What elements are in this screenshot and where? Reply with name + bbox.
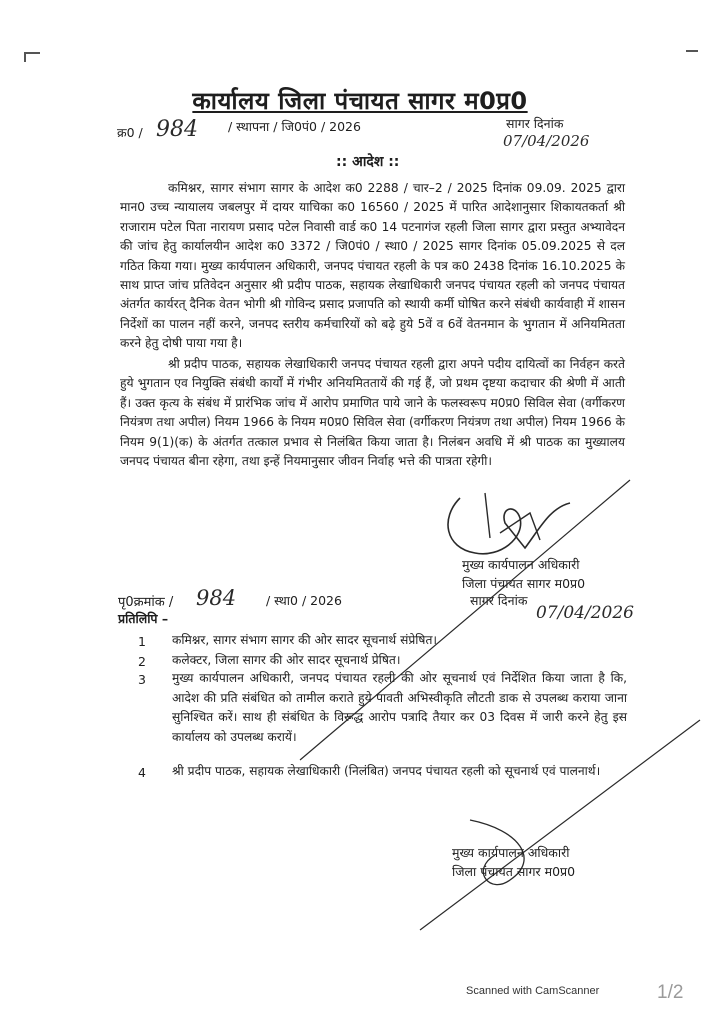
copy-item-1-text: कमिश्नर, सागर संभाग सागर की ओर सादर सूचनार्थ संप्रेषित। xyxy=(172,633,438,647)
ref-suffix: / स्थापना / जि0पं0 / 2026 xyxy=(228,119,361,134)
place-date-label: सागर दिनांक xyxy=(506,116,564,131)
signature-2-line-2: जिला पंचायत सागर म0प्र0 xyxy=(452,864,576,879)
ref-number: 984 xyxy=(156,117,198,142)
signature-1-line-2: जिला पंचायत सागर म0प्र0 xyxy=(462,576,586,591)
page-indicator: 1/2 xyxy=(657,982,684,1003)
office-title: कार्यालय जिला पंचायत सागर म0प्र0 xyxy=(192,87,528,115)
order-paragraph-1: कमिश्नर, सागर संभाग सागर के आदेश क0 2288 / चार–2 / 2025 दिनांक 09.09. 2025 द्वारा मान0 उच्च न्यायालय जबलपुर में दायर याचिका क0 16560 / 2025 में पारित आदेशानुसार शिकायतकर्ता श्री राजाराम पटेल पिता नारायण प्रसाद पटेल निवासी वार्ड क0 14 पटनागंज रहली जिला सागर द्वारा प्रस्तुत अभ्यावेदन की जांच हेतु कार्यालयीन आदेश क0 3372 / जि0पं0 / स्था0 / 2025 सागर दिनांक 05.09.2025 से दल गठित किया गया। मुख्य कार्यपालन अधिकारी, जनपद पंचायत रहली के पत्र क0 2438 दिनांक 16.10.2025 के साथ प्राप्त जांच प्रतिवेदन अनुसार श्री प्रदीप पाठक, सहायक लेखाधिकारी जनपद पंचायत रहली को जनपद पंचायत अंतर्गत कार्यरत् दैनिक वेतन भोगी श्री गोविन्द प्रसाद प्रजापति को स्थायी कर्मी घोषित करने संबंधी कार्यवाही में शासन निर्देशों का पालन नहीं करने, जनपद स्तरीय कर्मचारियों को बढ़े हुये 5वें व 6वें वेतनमान के भुगतान में अनियमितता करने हेतु दोषी पाया गया है। xyxy=(120,181,625,351)
copy-label: प्रतिलिपि – xyxy=(118,611,169,626)
endorsement-place-date-label: सागर दिनांक xyxy=(470,593,528,608)
scan-corner-mark-right xyxy=(686,50,698,52)
endorsement-prefix: पृ0क्रमांक / xyxy=(118,595,174,610)
order-paragraph-2: श्री प्रदीप पाठक, सहायक लेखाधिकारी जनपद पंचायत रहली द्वारा अपने पदीय दायित्वों का निर्वहन करते हुये भुगतान एव नियुक्ति संबंधी कार्यों में गंभीर अनियमिततायें की गई हैं, जो प्रथम दृष्टया कदाचार की श्रेणी में आती हैं। उक्त कृत्य के संबंध में प्रारंभिक जांच में आरोप प्रमाणित पाये जाने के फलस्वरूप म0प्र0 सिविल सेवा (वर्गीकरण नियंत्रण तथा अपील) नियम 1966 के नियम म0प्र0 सिविल सेवा (वर्गीकरण नियंत्रण तथा अपील) नियम 1966 के नियम 9(1)(क) के अंतर्गत तत्काल प्रभाव से निलंबित किया जाता है। निलंबन अवधि में श्री पाठक का मुख्यालय जनपद पंचायत बीना रहेगा, तथा इन्हें नियमानुसार जीवन निर्वाह भत्ते की पात्रता रहेगी। xyxy=(120,357,625,469)
order-date: 07/04/2026 xyxy=(503,132,590,150)
scan-corner-mark-left xyxy=(24,52,40,54)
copy-item-2-number: 2 xyxy=(138,654,146,669)
copy-item-4-text: श्री प्रदीप पाठक, सहायक लेखाधिकारी (निलंबित) जनपद पंचायत रहली को सूचनार्थ एवं पालनार्थ। xyxy=(172,764,601,778)
order-heading: :: आदेश :: xyxy=(336,154,400,170)
camscanner-watermark: Scanned with CamScanner xyxy=(466,985,600,997)
scan-corner-mark-left-vertical xyxy=(24,52,26,62)
ref-prefix: क्र0 / xyxy=(117,125,143,140)
signature-1-designation xyxy=(462,555,585,593)
endorsement-suffix: / स्था0 / 2026 xyxy=(266,593,342,608)
copy-item-2-text: कलेक्टर, जिला सागर की ओर सादर सूचनार्थ प्रेषित। xyxy=(172,653,401,667)
copy-item-3-number: 3 xyxy=(138,672,146,687)
endorsement-date: 07/04/2026 xyxy=(536,603,634,623)
copy-item-4-number: 4 xyxy=(138,765,146,780)
signature-2-designation xyxy=(452,843,575,881)
copy-item-1-number: 1 xyxy=(138,634,146,649)
signature-1-line-1: मुख्य कार्यपालन अधिकारी xyxy=(462,557,580,572)
endorsement-number: 984 xyxy=(196,586,237,610)
signature-2-line-1: मुख्य कार्यपालन अधिकारी xyxy=(452,845,570,860)
copy-item-3-text: मुख्य कार्यपालन अधिकारी, जनपद पंचायत रहली की ओर सूचनार्थ एवं निर्देशित किया जाता है कि, आदेश की प्रति संबंधित को तामील कराते हुये पावती अभिस्वीकृति लौटती डाक से उपलब्ध कराया जाना सुनिश्चित करें। साथ ही संबंधित के विरूद्ध आरोप पत्रादि तैयार कर 03 दिवस में जारी करने हेतु इस कार्यालय को उपलब्ध करायें। xyxy=(172,671,627,744)
